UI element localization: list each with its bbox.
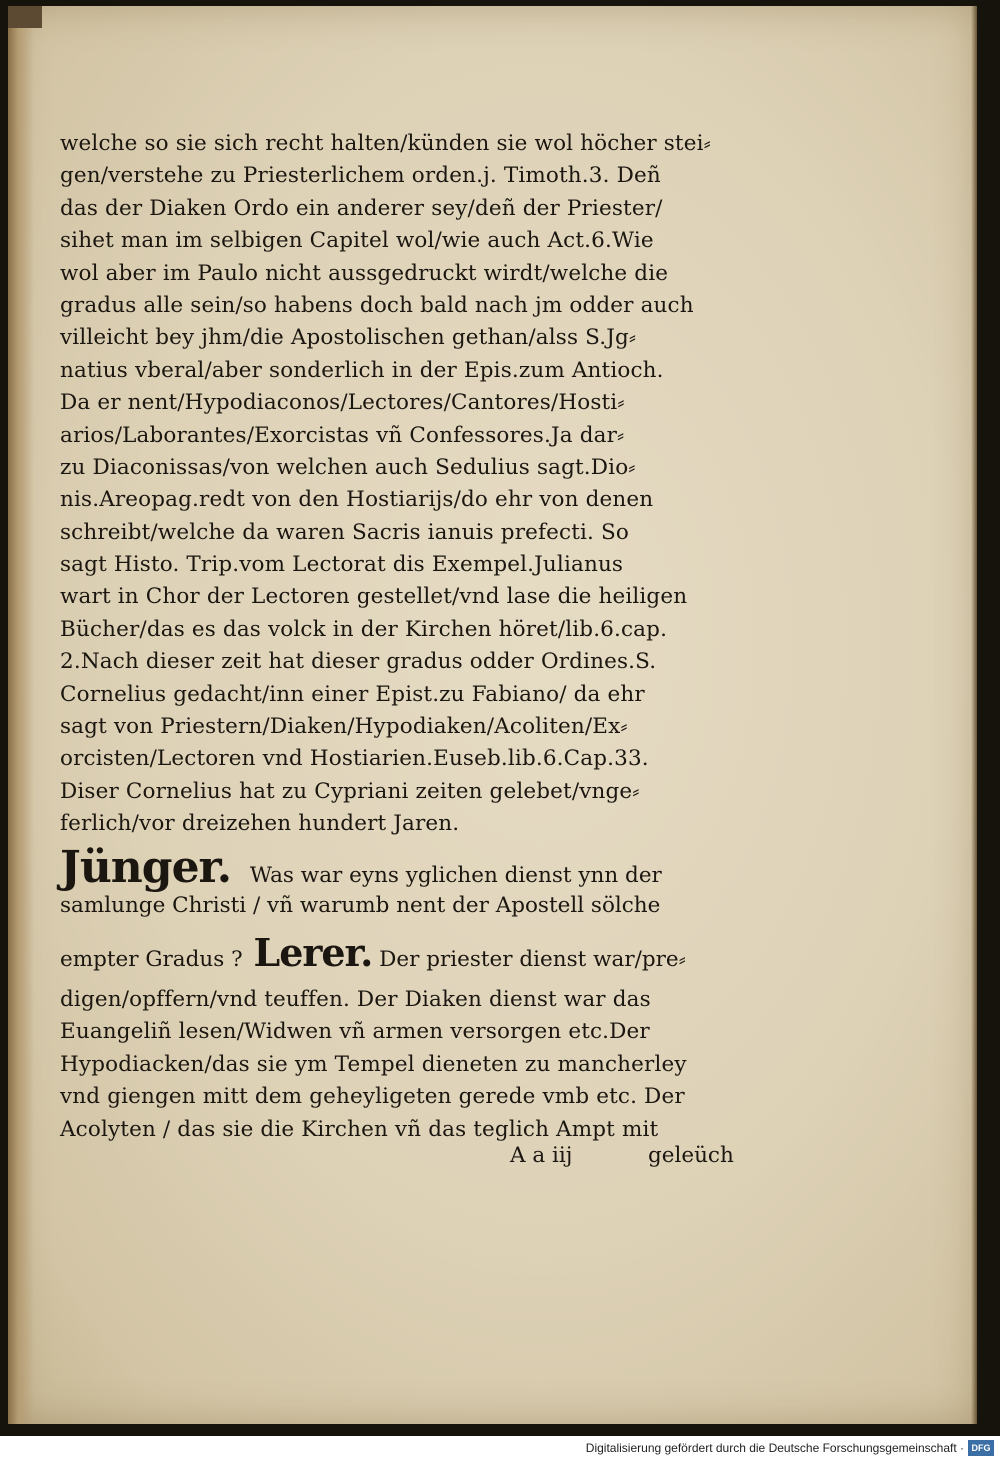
junger-text: Was war eyns yglichen dienst ynn der xyxy=(249,863,662,888)
lerer-heading: Lerer. xyxy=(253,930,373,975)
text-line: Bücher/das es das volck in der Kirchen höret/lib.6.cap. xyxy=(60,616,668,642)
main-text-block xyxy=(60,128,760,841)
text-line: gen/verstehe zu Priesterlichem orden.j. Timoth.3. Deñ xyxy=(60,163,661,189)
page-spine-shadow xyxy=(8,6,34,1424)
text-line: vnd giengen mitt dem geheyligeten gerede vmb etc. Der xyxy=(60,1084,685,1110)
text-line: Hypodiacken/das sie ym Tempel dieneten zu mancherley xyxy=(60,1051,687,1077)
junger-heading: Jünger. xyxy=(60,842,232,893)
text-line-c-post: Der priester dienst war/pre⸗ xyxy=(379,947,686,972)
text-line: Cornelius gedacht/inn einer Epist.zu Fabiano/ da ehr xyxy=(60,681,645,707)
text-line: das der Diaken Ordo ein anderer sey/deñ der Priester/ xyxy=(60,195,663,221)
text-line: 2.Nach dieser zeit hat dieser gradus odder Ordines.S. xyxy=(60,649,657,675)
page-edge xyxy=(971,6,977,1424)
text-line: Diser Cornelius hat zu Cypriani zeiten gelebet/vnge⸗ xyxy=(60,778,640,804)
catchword: geleüch xyxy=(648,1143,734,1168)
text-line-c-pre: empter Gradus ? xyxy=(60,947,243,972)
text-line: orcisten/Lectoren vnd Hostiarien.Euseb.lib.6.Cap.33. xyxy=(60,746,649,772)
text-line: wart in Chor der Lectoren gestellet/vnd lase die heiligen xyxy=(60,584,688,610)
text-line: natius vberal/aber sonderlich in der Epis.zum Antioch. xyxy=(60,357,664,383)
text-line: sagt Histo. Trip.vom Lectorat dis Exempel.Julianus xyxy=(60,552,624,578)
text-line: gradus alle sein/so habens doch bald nach jm odder auch xyxy=(60,292,694,318)
text-line: nis.Areopag.redt von den Hostiarijs/do ehr von denen xyxy=(60,487,654,513)
lerer-line xyxy=(60,930,686,975)
footer-bar xyxy=(0,1436,1000,1461)
text-line: arios/Laborantes/Exorcistas vñ Confessores.Ja dar⸗ xyxy=(60,422,625,448)
text-block-2 xyxy=(60,984,760,1146)
text-line: sihet man im selbigen Capitel wol/wie auch Act.6.Wie xyxy=(60,228,654,254)
text-line: sagt von Priestern/Diaken/Hypodiaken/Acoliten/Ex⸗ xyxy=(60,714,628,740)
dfg-logo: DFG xyxy=(968,1440,994,1456)
text-line: schreibt/welche da waren Sacris ianuis prefecti. So xyxy=(60,519,629,545)
text-line: ferlich/vor dreizehen hundert Jaren. xyxy=(60,811,460,837)
text-line: Da er nent/Hypodiaconos/Lectores/Cantores/Hosti⸗ xyxy=(60,390,625,416)
footer-credit: Digitalisierung gefördert durch die Deutsche Forschungsgemeinschaft · xyxy=(585,1441,964,1455)
signature-mark: A a iij xyxy=(510,1143,573,1168)
text-line: wol aber im Paulo nicht aussgedruckt wirdt/welche die xyxy=(60,260,669,286)
text-line: villeicht bey jhm/die Apostolischen gethan/alss S.Jg⸗ xyxy=(60,325,637,351)
text-line: digen/opffern/vnd teuffen. Der Diaken dienst war das xyxy=(60,987,651,1012)
text-line: welche so sie sich recht halten/künden sie wol höcher stei⸗ xyxy=(60,131,711,156)
text-line: Acolyten / das sie die Kirchen vñ das teglich Ampt mit xyxy=(60,1116,659,1142)
text-line-b: samlunge Christi / vñ warumb nent der Apostell sölche xyxy=(60,893,661,918)
text-line: zu Diaconissas/von welchen auch Sedulius sagt.Dio⸗ xyxy=(60,454,636,480)
corner-mark xyxy=(8,6,42,28)
text-line: Euangeliñ lesen/Widwen vñ armen versorgen etc.Der xyxy=(60,1019,650,1045)
junger-line xyxy=(60,842,662,893)
